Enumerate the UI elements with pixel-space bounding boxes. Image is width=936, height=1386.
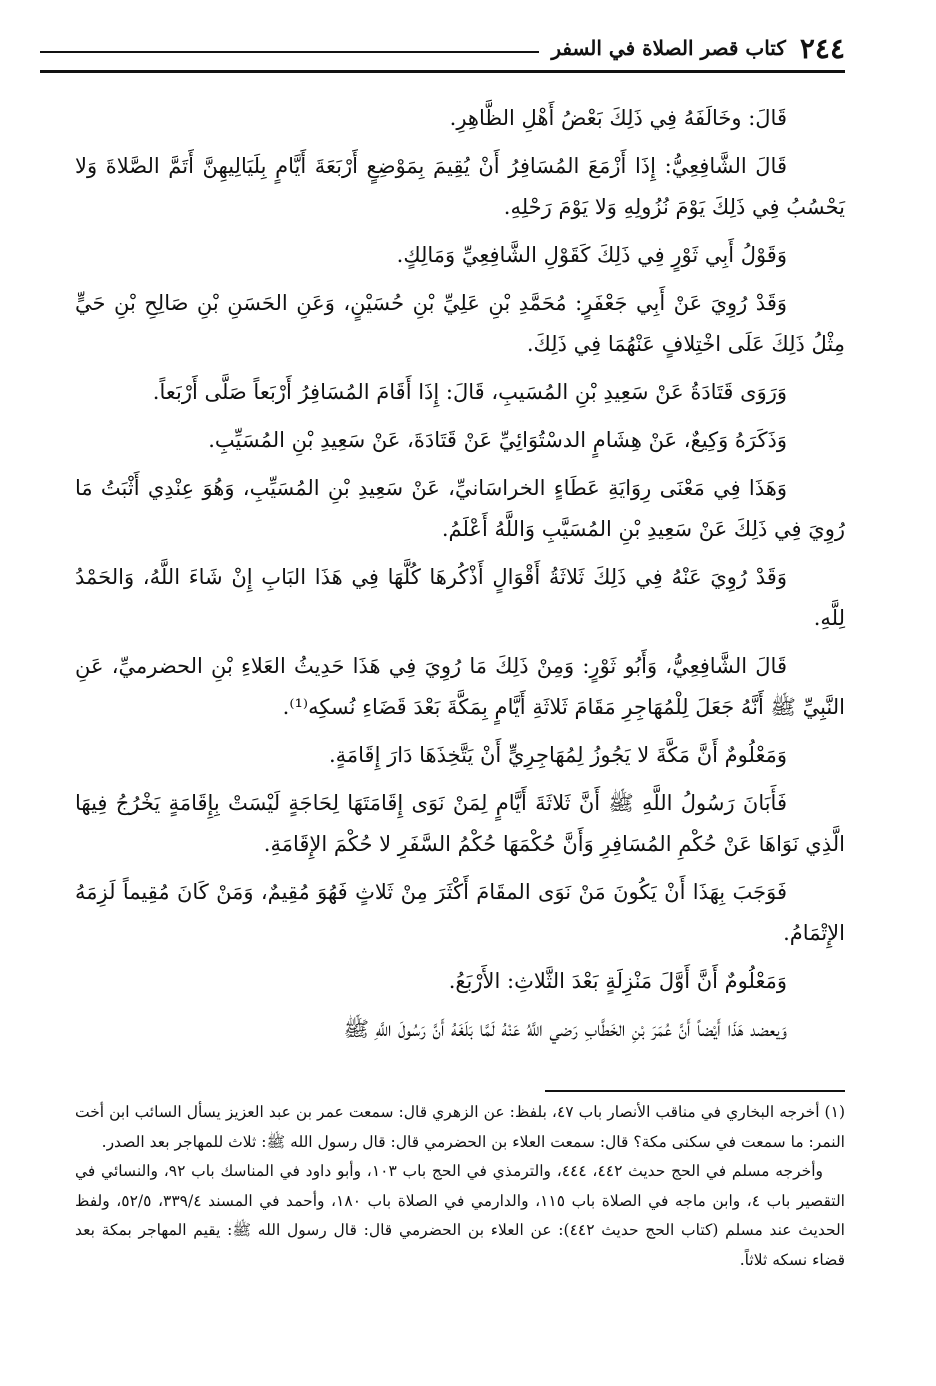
paragraph: قَالَ الشَّافِعِيُّ: إِذَا أَزْمَعَ المُسَافِرُ أَنْ يُقِيمَ بِمَوْضِعٍ أَرْبَعَةَ أَيَّامٍ بِلَيَالِيهِنَّ أَتَمَّ الصَّلاةَ وَلا يَحْسُبُ فِي ذَلِكَ يَوْمَ نُزُولِهِ وَلا يَوْمَ رَحْلِهِ. bbox=[75, 154, 845, 219]
paragraph: وَقَوْلُ أَبِي ثَوْرٍ فِي ذَلِكَ كَقَوْلِ الشَّافِعِيِّ وَمَالِكٍ. bbox=[396, 243, 787, 267]
page-header bbox=[40, 28, 845, 68]
paragraph: وَذَكَرَهُ وَكِيعٌ، عَنْ هِشَامٍ الدسْتُوَائِيِّ عَنْ قَتَادَةَ، عَنْ سَعِيدِ بْنِ المُسَيِّبِ. bbox=[208, 428, 787, 452]
footnote-rule bbox=[545, 1090, 845, 1092]
paragraph: فَوَجَبَ بِهَذَا أَنْ يَكُونَ مَنْ نَوَى المقَامَ أَكْثَرَ مِنْ ثَلاثٍ فَهُوَ مُقِيمٌ، وَمَنْ كَانَ مُقِيماً لَزِمَهُ الإِتْمَامُ. bbox=[75, 880, 845, 945]
paragraph: قَالَ: وخَالَفَهُ فِي ذَلِكَ بَعْضُ أَهْلِ الظَّاهِرِ. bbox=[449, 106, 787, 130]
header-underline bbox=[40, 70, 845, 73]
paragraph: وَمَعْلُومٌ أَنَّ مَكَّةَ لا يَجُوزُ لِمُهَاجِرِيٍّ أَنْ يَتَّخِذَهَا دَارَ إِقَامَةٍ. bbox=[328, 743, 787, 767]
paragraph: وَقَدْ رُوِيَ عَنْ أَبِي جَعْفَرٍ: مُحَمَّدِ بْنِ عَلِيِّ بْنِ حُسَيْنٍ، وَعَنِ الحَسَنِ بْنِ صَالِحِ بْنِ حَيٍّ مِثْلُ ذَلِكَ عَلَى اخْتِلافٍ عَنْهُمَا فِي ذَلِكَ. bbox=[75, 291, 845, 356]
page-number: ٢٤٤ bbox=[799, 31, 845, 65]
paragraph: وَهَذَا فِي مَعْنَى رِوَايَةِ عَطَاءٍ الخراسَانيِّ، عَنْ سَعِيدِ بْنِ المُسَيِّبِ، وَهُوَ عِنْدِي أَثْبَتُ مَا رُوِيَ فِي ذَلِكَ عَنْ سَعِيدِ بْنِ المُسَيَّبِ وَاللَّهُ أَعْلَمُ. bbox=[75, 476, 845, 541]
paragraph: وَرَوَى قَتَادَةُ عَنْ سَعِيدِ بْنِ المُسَيبِ، قَالَ: إِذَا أَقَامَ المُسَافِرُ أَرْبَعاً صَلَّى أَرْبَعاً. bbox=[152, 380, 787, 404]
paragraph: وَمَعْلُومٌ أَنَّ أَوَّلَ مَنْزِلَةٍ بَعْدَ الثَّلاثِ: الأَرْبَعُ. bbox=[448, 969, 787, 993]
main-text bbox=[75, 98, 845, 1057]
paragraph: فَأَبَانَ رَسُولُ اللَّهِ ﷺ أَنَّ ثَلاثَةَ أَيَّامٍ لِمَنْ نَوَى إِقَامَتَهَا لِحَاجَةٍ لَيْسَتْ بِإِقَامَةٍ يَخْرُجُ فِيهَا الَّذِي نَوَاهَا عَنْ حُكْمِ المُسَافِرِ وَأَنَّ حُكْمَهَا حُكْمُ السَّفَرِ لا حُكْمَ الإِقَامَةِ. bbox=[75, 791, 845, 856]
footnote: (١) أخرجه البخاري في مناقب الأنصار باب ٤٧، بلفظ: عن الزهري قال: سمعت عمر بن عبد العزيز يسأل السائب ابن أخت النمر: ما سمعت في سكنى مكة؟ قال: سمعت العلاء بن الحضرمي قال: قال رسول الله ﷺ: ثلاث للمهاجر بعد الصدر. bbox=[75, 1103, 845, 1151]
footnotes bbox=[75, 1098, 845, 1275]
running-title: كتاب قصر الصلاة في السفر bbox=[551, 36, 786, 60]
paragraph: وَقَدْ رُوِيَ عَنْهُ فِي ذَلِكَ ثَلاثَةُ أَقْوَالٍ أَذْكُرهَا كُلَّهَا فِي هَذَا البَابِ إِنْ شَاءَ اللَّهُ، وَالحَمْدُ لِلَّهِ. bbox=[75, 565, 845, 630]
paragraph: قَالَ الشَّافِعِيُّ، وَأَبُو ثَوْرٍ: وَمِنْ ذَلِكَ مَا رُوِيَ فِي هَذَا حَدِيثُ العَلاءِ بْنِ الحضرميِّ، عَنِ النَّبِيِّ ﷺ أَنَّهُ جَعَلَ لِلْمُهَاجِرِ مَقَامَ ثَلاثَةِ أَيَّامٍ بِمَكَّةَ بَعْدَ قَضَاءِ نُسكِه⁽¹⁾. bbox=[75, 654, 845, 719]
footnote-continuation: وأخرجه مسلم في الحج حديث ٤٤٢، ٤٤٤، والترمذي في الحج باب ١٠٣، وأبو داود في المناسك باب ٩٢، والنسائي في التقصير باب ٤، وابن ماجه في الصلاة باب ١١٥، والدارمي في الصلاة باب ١٨٠، وأحمد في المسند ٣٣٩/٤، ٥٢/٥، ولفظ الحديث عند مسلم (كتاب الحج حديث ٤٤٢): عن العلاء بن الحضرمي قال: قال رسول الله ﷺ: يقيم المهاجر بمكة بعد قضاء نسكه ثلاثاً. bbox=[75, 1162, 845, 1269]
paragraph: وَيعضد هَذَا أَيْضاً أَنَّ عُمَرَ بْنِ الخَطَّابِ رَضي اللَّهُ عَنْهُ لَمَّا بَلَغَهُ أَنَّ رَسُولَ اللَّهِ ﷺ bbox=[343, 1017, 787, 1041]
header-rule bbox=[40, 51, 539, 53]
